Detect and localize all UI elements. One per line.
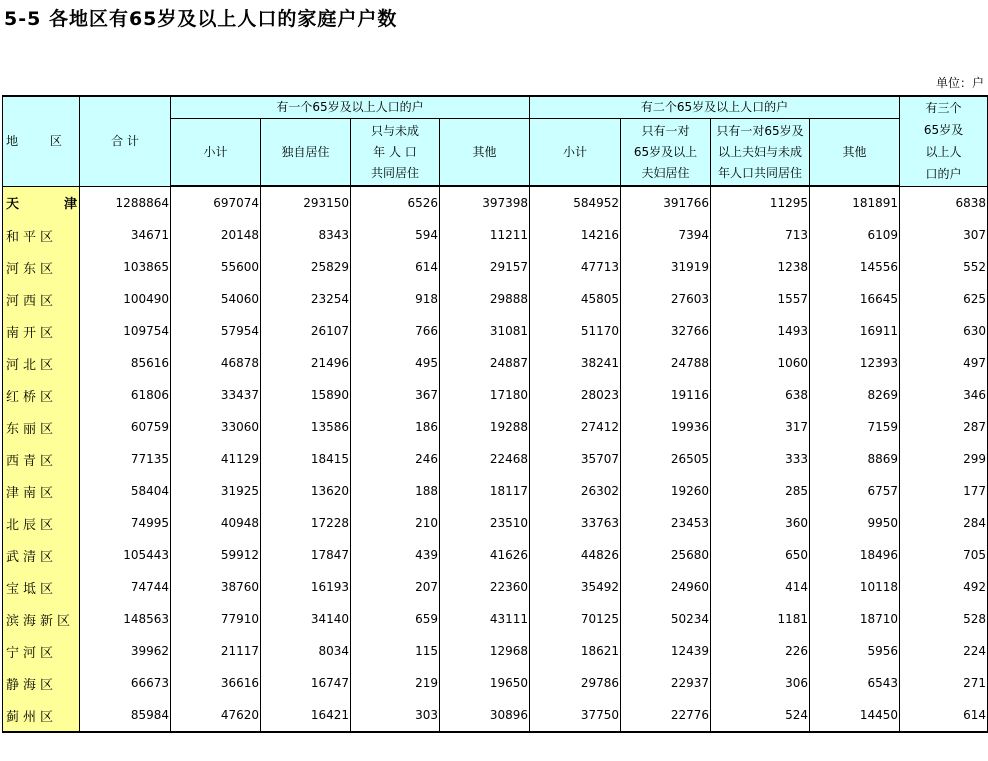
value-cell: 287 xyxy=(900,411,988,443)
value-cell: 18117 xyxy=(440,475,530,507)
value-cell: 77135 xyxy=(80,443,171,475)
header-g2-couple: 只有一对 65岁及以上 夫妇居住 xyxy=(621,119,711,187)
header-g1-subtotal: 小计 xyxy=(171,119,261,187)
value-cell: 16645 xyxy=(810,283,900,315)
value-cell: 45805 xyxy=(530,283,621,315)
value-cell: 109754 xyxy=(80,315,171,347)
table-row xyxy=(3,667,988,699)
value-cell: 177 xyxy=(900,475,988,507)
value-cell: 497 xyxy=(900,347,988,379)
value-cell: 55600 xyxy=(171,251,261,283)
header-g2-couple-minor: 只有一对65岁及 以上夫妇与未成 年人口共同居住 xyxy=(711,119,810,187)
value-cell: 16911 xyxy=(810,315,900,347)
value-cell: 11211 xyxy=(440,219,530,251)
value-cell: 614 xyxy=(351,251,440,283)
value-cell: 299 xyxy=(900,443,988,475)
region-cell: 宁河区 xyxy=(3,635,80,667)
value-cell: 26302 xyxy=(530,475,621,507)
value-cell: 246 xyxy=(351,443,440,475)
header-g1-other: 其他 xyxy=(440,119,530,187)
header-group-two: 有二个65岁及以上人口的户 xyxy=(530,96,900,119)
value-cell: 40948 xyxy=(171,507,261,539)
value-cell: 1288864 xyxy=(80,186,171,219)
value-cell: 38241 xyxy=(530,347,621,379)
value-cell: 26107 xyxy=(261,315,351,347)
value-cell: 22776 xyxy=(621,699,711,732)
table-row xyxy=(3,315,988,347)
value-cell: 17847 xyxy=(261,539,351,571)
value-cell: 226 xyxy=(711,635,810,667)
value-cell: 24887 xyxy=(440,347,530,379)
value-cell: 614 xyxy=(900,699,988,732)
value-cell: 33763 xyxy=(530,507,621,539)
value-cell: 1557 xyxy=(711,283,810,315)
header-region: 地 区 xyxy=(3,96,80,186)
region-cell: 津南区 xyxy=(3,475,80,507)
region-cell: 红桥区 xyxy=(3,379,80,411)
value-cell: 638 xyxy=(711,379,810,411)
table-row xyxy=(3,251,988,283)
value-cell: 10118 xyxy=(810,571,900,603)
value-cell: 33437 xyxy=(171,379,261,411)
value-cell: 23510 xyxy=(440,507,530,539)
region-cell: 东丽区 xyxy=(3,411,80,443)
value-cell: 16747 xyxy=(261,667,351,699)
region-cell: 滨海新区 xyxy=(3,603,80,635)
value-cell: 397398 xyxy=(440,186,530,219)
value-cell: 584952 xyxy=(530,186,621,219)
value-cell: 58404 xyxy=(80,475,171,507)
value-cell: 32766 xyxy=(621,315,711,347)
value-cell: 50234 xyxy=(621,603,711,635)
value-cell: 705 xyxy=(900,539,988,571)
value-cell: 6757 xyxy=(810,475,900,507)
value-cell: 317 xyxy=(711,411,810,443)
value-cell: 492 xyxy=(900,571,988,603)
value-cell: 7159 xyxy=(810,411,900,443)
value-cell: 31925 xyxy=(171,475,261,507)
value-cell: 44826 xyxy=(530,539,621,571)
value-cell: 594 xyxy=(351,219,440,251)
value-cell: 54060 xyxy=(171,283,261,315)
value-cell: 20148 xyxy=(171,219,261,251)
value-cell: 6838 xyxy=(900,186,988,219)
value-cell: 34671 xyxy=(80,219,171,251)
value-cell: 74995 xyxy=(80,507,171,539)
value-cell: 61806 xyxy=(80,379,171,411)
value-cell: 41129 xyxy=(171,443,261,475)
value-cell: 60759 xyxy=(80,411,171,443)
value-cell: 21117 xyxy=(171,635,261,667)
value-cell: 18710 xyxy=(810,603,900,635)
value-cell: 7394 xyxy=(621,219,711,251)
value-cell: 148563 xyxy=(80,603,171,635)
value-cell: 630 xyxy=(900,315,988,347)
value-cell: 210 xyxy=(351,507,440,539)
value-cell: 293150 xyxy=(261,186,351,219)
table-row xyxy=(3,539,988,571)
value-cell: 105443 xyxy=(80,539,171,571)
value-cell: 524 xyxy=(711,699,810,732)
households-table xyxy=(2,95,988,733)
value-cell: 23453 xyxy=(621,507,711,539)
table-row xyxy=(3,347,988,379)
value-cell: 16193 xyxy=(261,571,351,603)
header-g1-alone: 独自居住 xyxy=(261,119,351,187)
value-cell: 22360 xyxy=(440,571,530,603)
value-cell: 18496 xyxy=(810,539,900,571)
value-cell: 713 xyxy=(711,219,810,251)
value-cell: 207 xyxy=(351,571,440,603)
value-cell: 13620 xyxy=(261,475,351,507)
value-cell: 8869 xyxy=(810,443,900,475)
value-cell: 85984 xyxy=(80,699,171,732)
value-cell: 6526 xyxy=(351,186,440,219)
value-cell: 11295 xyxy=(711,186,810,219)
page-title: 5-5 各地区有65岁及以上人口的家庭户户数 xyxy=(4,8,398,30)
value-cell: 17228 xyxy=(261,507,351,539)
value-cell: 24788 xyxy=(621,347,711,379)
value-cell: 19288 xyxy=(440,411,530,443)
value-cell: 25680 xyxy=(621,539,711,571)
table-row xyxy=(3,283,988,315)
value-cell: 35492 xyxy=(530,571,621,603)
value-cell: 26505 xyxy=(621,443,711,475)
header-g1-minor: 只与未成 年 人 口 共同居住 xyxy=(351,119,440,187)
value-cell: 77910 xyxy=(171,603,261,635)
value-cell: 46878 xyxy=(171,347,261,379)
value-cell: 391766 xyxy=(621,186,711,219)
value-cell: 115 xyxy=(351,635,440,667)
value-cell: 57954 xyxy=(171,315,261,347)
value-cell: 697074 xyxy=(171,186,261,219)
unit-label: 单位：户 xyxy=(935,76,984,90)
region-cell: 河北区 xyxy=(3,347,80,379)
table-header xyxy=(3,96,988,186)
value-cell: 66673 xyxy=(80,667,171,699)
header-group-three: 有三个 65岁及 以上人 口的户 xyxy=(900,96,988,186)
value-cell: 29888 xyxy=(440,283,530,315)
value-cell: 1238 xyxy=(711,251,810,283)
value-cell: 8034 xyxy=(261,635,351,667)
value-cell: 103865 xyxy=(80,251,171,283)
value-cell: 303 xyxy=(351,699,440,732)
value-cell: 36616 xyxy=(171,667,261,699)
value-cell: 15890 xyxy=(261,379,351,411)
value-cell: 306 xyxy=(711,667,810,699)
value-cell: 17180 xyxy=(440,379,530,411)
value-cell: 37750 xyxy=(530,699,621,732)
value-cell: 625 xyxy=(900,283,988,315)
table-row xyxy=(3,411,988,443)
value-cell: 16421 xyxy=(261,699,351,732)
value-cell: 6109 xyxy=(810,219,900,251)
value-cell: 27603 xyxy=(621,283,711,315)
value-cell: 100490 xyxy=(80,283,171,315)
value-cell: 30896 xyxy=(440,699,530,732)
table-row xyxy=(3,635,988,667)
region-cell: 北辰区 xyxy=(3,507,80,539)
value-cell: 24960 xyxy=(621,571,711,603)
value-cell: 367 xyxy=(351,379,440,411)
value-cell: 59912 xyxy=(171,539,261,571)
value-cell: 9950 xyxy=(810,507,900,539)
value-cell: 1493 xyxy=(711,315,810,347)
value-cell: 19260 xyxy=(621,475,711,507)
value-cell: 186 xyxy=(351,411,440,443)
value-cell: 85616 xyxy=(80,347,171,379)
value-cell: 333 xyxy=(711,443,810,475)
value-cell: 29786 xyxy=(530,667,621,699)
value-cell: 6543 xyxy=(810,667,900,699)
table-row xyxy=(3,699,988,732)
value-cell: 28023 xyxy=(530,379,621,411)
value-cell: 31081 xyxy=(440,315,530,347)
table-row-total xyxy=(3,186,988,219)
header-group-one: 有一个65岁及以上人口的户 xyxy=(171,96,530,119)
value-cell: 74744 xyxy=(80,571,171,603)
value-cell: 271 xyxy=(900,667,988,699)
value-cell: 22937 xyxy=(621,667,711,699)
value-cell: 18415 xyxy=(261,443,351,475)
value-cell: 360 xyxy=(711,507,810,539)
value-cell: 19650 xyxy=(440,667,530,699)
value-cell: 552 xyxy=(900,251,988,283)
table-row xyxy=(3,571,988,603)
region-cell: 武清区 xyxy=(3,539,80,571)
value-cell: 18621 xyxy=(530,635,621,667)
value-cell: 39962 xyxy=(80,635,171,667)
region-cell: 南开区 xyxy=(3,315,80,347)
value-cell: 12393 xyxy=(810,347,900,379)
table-row xyxy=(3,475,988,507)
table-row xyxy=(3,379,988,411)
value-cell: 35707 xyxy=(530,443,621,475)
region-cell: 河西区 xyxy=(3,283,80,315)
value-cell: 284 xyxy=(900,507,988,539)
value-cell: 31919 xyxy=(621,251,711,283)
table-row xyxy=(3,507,988,539)
value-cell: 285 xyxy=(711,475,810,507)
header-g2-other: 其他 xyxy=(810,119,900,187)
value-cell: 8269 xyxy=(810,379,900,411)
value-cell: 1060 xyxy=(711,347,810,379)
value-cell: 439 xyxy=(351,539,440,571)
value-cell: 47713 xyxy=(530,251,621,283)
value-cell: 346 xyxy=(900,379,988,411)
value-cell: 19116 xyxy=(621,379,711,411)
value-cell: 23254 xyxy=(261,283,351,315)
value-cell: 19936 xyxy=(621,411,711,443)
header-g2-subtotal: 小计 xyxy=(530,119,621,187)
table-row xyxy=(3,443,988,475)
value-cell: 25829 xyxy=(261,251,351,283)
value-cell: 918 xyxy=(351,283,440,315)
region-cell: 静海区 xyxy=(3,667,80,699)
value-cell: 181891 xyxy=(810,186,900,219)
value-cell: 414 xyxy=(711,571,810,603)
value-cell: 29157 xyxy=(440,251,530,283)
table-body xyxy=(3,186,988,732)
value-cell: 22468 xyxy=(440,443,530,475)
value-cell: 528 xyxy=(900,603,988,635)
value-cell: 224 xyxy=(900,635,988,667)
value-cell: 650 xyxy=(711,539,810,571)
value-cell: 21496 xyxy=(261,347,351,379)
value-cell: 14216 xyxy=(530,219,621,251)
value-cell: 13586 xyxy=(261,411,351,443)
header-total: 合 计 xyxy=(80,96,171,186)
value-cell: 47620 xyxy=(171,699,261,732)
value-cell: 43111 xyxy=(440,603,530,635)
value-cell: 1181 xyxy=(711,603,810,635)
value-cell: 33060 xyxy=(171,411,261,443)
value-cell: 495 xyxy=(351,347,440,379)
region-cell: 蓟州区 xyxy=(3,699,80,732)
region-cell: 天 津 xyxy=(3,186,80,219)
table-row xyxy=(3,219,988,251)
value-cell: 219 xyxy=(351,667,440,699)
value-cell: 14450 xyxy=(810,699,900,732)
value-cell: 766 xyxy=(351,315,440,347)
value-cell: 188 xyxy=(351,475,440,507)
value-cell: 307 xyxy=(900,219,988,251)
value-cell: 38760 xyxy=(171,571,261,603)
value-cell: 70125 xyxy=(530,603,621,635)
region-cell: 和平区 xyxy=(3,219,80,251)
value-cell: 659 xyxy=(351,603,440,635)
region-cell: 宝坻区 xyxy=(3,571,80,603)
value-cell: 14556 xyxy=(810,251,900,283)
region-cell: 西青区 xyxy=(3,443,80,475)
value-cell: 5956 xyxy=(810,635,900,667)
value-cell: 41626 xyxy=(440,539,530,571)
value-cell: 51170 xyxy=(530,315,621,347)
value-cell: 12439 xyxy=(621,635,711,667)
value-cell: 8343 xyxy=(261,219,351,251)
value-cell: 34140 xyxy=(261,603,351,635)
table-row xyxy=(3,603,988,635)
value-cell: 27412 xyxy=(530,411,621,443)
region-cell: 河东区 xyxy=(3,251,80,283)
value-cell: 12968 xyxy=(440,635,530,667)
